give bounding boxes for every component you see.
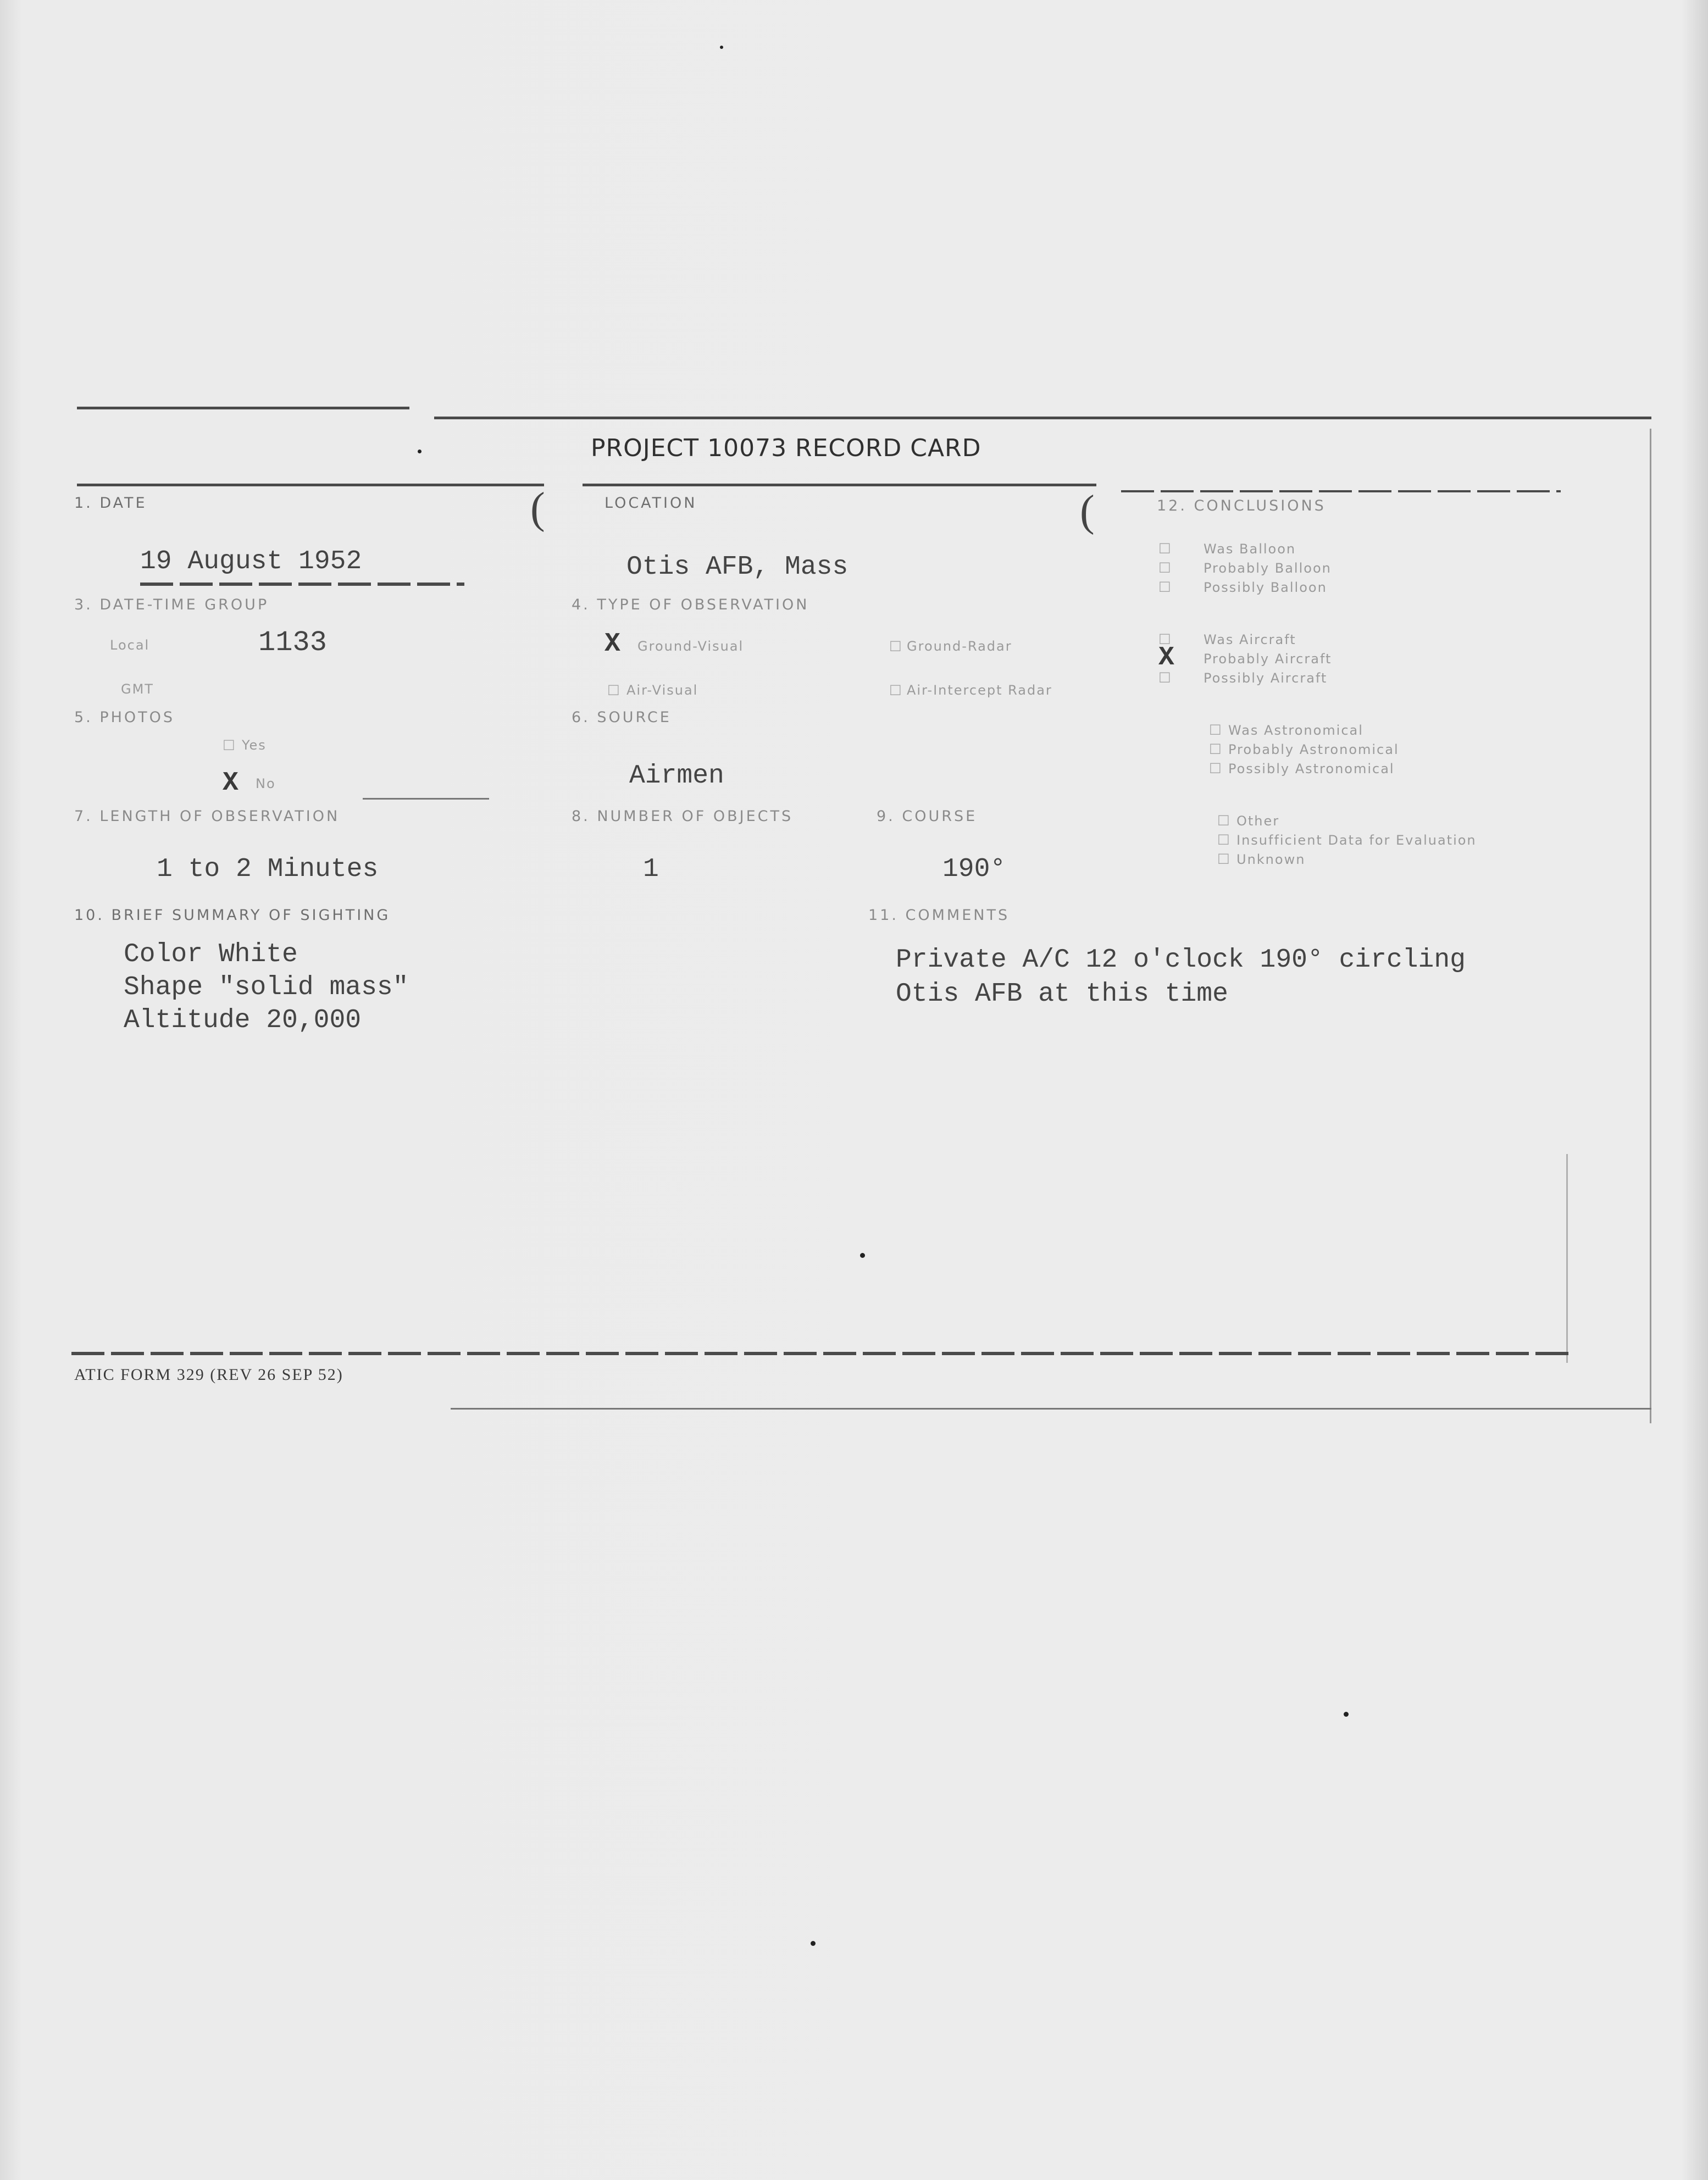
air-intercept-radar-option: Air-Intercept Radar	[907, 683, 1052, 698]
date-time-gmt-label: GMT	[121, 681, 154, 697]
scan-speck	[720, 46, 723, 49]
conclusions-label: 12. CONCLUSIONS	[1157, 497, 1326, 514]
course-value: 190°	[942, 855, 1006, 884]
possibly-astronomical-option: Possibly Astronomical	[1228, 761, 1395, 776]
possibly-aircraft-option: Possibly Aircraft	[1204, 670, 1328, 686]
ground-radar-option: Ground-Radar	[907, 639, 1012, 654]
header-rule-3	[1121, 490, 1561, 492]
number-of-objects-value: 1	[643, 855, 659, 884]
card-title: PROJECT 10073 RECORD CARD	[591, 434, 981, 462]
date-time-group-label: 3. DATE-TIME GROUP	[74, 596, 269, 613]
header-rule-1	[77, 484, 544, 486]
probably-balloon-option: Probably Balloon	[1204, 561, 1332, 576]
number-of-objects-label: 8. NUMBER OF OBJECTS	[572, 808, 794, 825]
scan-speck	[418, 450, 422, 453]
insufficient-data-checkbox: □	[1217, 831, 1230, 846]
was-aircraft-checkbox: □	[1158, 630, 1171, 646]
top-rule	[434, 417, 1651, 419]
length-of-observation-value: 1 to 2 Minutes	[157, 855, 379, 884]
card-right-border	[1650, 429, 1651, 1423]
scan-speck	[1344, 1712, 1349, 1717]
probably-astronomical-option: Probably Astronomical	[1228, 742, 1399, 757]
date-time-local-label: Local	[110, 637, 150, 653]
location-bracket: (	[1080, 487, 1095, 535]
photos-yes-checkbox: □	[223, 736, 235, 752]
photos-no-option: No	[256, 776, 276, 791]
date-time-group-value: 1133	[258, 626, 327, 659]
length-of-observation-label: 7. LENGTH OF OBSERVATION	[74, 808, 340, 825]
possibly-aircraft-checkbox: □	[1158, 669, 1171, 684]
probably-astronomical-checkbox: □	[1209, 740, 1222, 756]
photos-yes-option: Yes	[242, 737, 267, 753]
was-aircraft-option: Was Aircraft	[1204, 632, 1296, 647]
top-rule-left	[77, 407, 409, 409]
other-option: Other	[1236, 813, 1280, 829]
type-of-observation-label: 4. TYPE OF OBSERVATION	[572, 596, 809, 613]
summary-label: 10. BRIEF SUMMARY OF SIGHTING	[74, 907, 391, 924]
header-rule-2	[583, 484, 1096, 486]
air-visual-checkbox: □	[607, 681, 620, 697]
photos-label: 5. PHOTOS	[74, 709, 175, 726]
probably-aircraft-mark: X	[1158, 643, 1174, 673]
probably-balloon-checkbox: □	[1158, 559, 1171, 574]
ground-visual-option: Ground-Visual	[637, 639, 744, 654]
photos-no-mark: X	[223, 768, 239, 798]
insufficient-data-option: Insufficient Data for Evaluation	[1236, 833, 1477, 848]
air-visual-option: Air-Visual	[626, 683, 698, 698]
possibly-balloon-option: Possibly Balloon	[1204, 580, 1327, 595]
was-balloon-option: Was Balloon	[1204, 541, 1296, 557]
form-footer: ATIC FORM 329 (REV 26 SEP 52)	[74, 1366, 343, 1384]
air-intercept-radar-checkbox: □	[889, 681, 902, 697]
location-value: Otis AFB, Mass	[626, 552, 849, 582]
was-balloon-checkbox: □	[1158, 540, 1171, 555]
probably-aircraft-option: Probably Aircraft	[1204, 651, 1332, 667]
ground-visual-mark: X	[605, 629, 620, 659]
other-checkbox: □	[1217, 812, 1230, 827]
bottom-rule-2	[451, 1408, 1651, 1410]
date-value: 19 August 1952	[140, 547, 362, 576]
summary-line-2: Shape "solid mass"	[124, 973, 409, 1002]
source-label: 6. SOURCE	[572, 709, 672, 726]
scan-speck	[811, 1941, 816, 1946]
was-astronomical-checkbox: □	[1209, 721, 1222, 736]
date-label: 1. DATE	[74, 495, 147, 512]
card-right-border-inner	[1566, 1154, 1568, 1363]
ground-radar-checkbox: □	[889, 637, 902, 653]
date-underline	[140, 583, 464, 586]
unknown-checkbox: □	[1217, 850, 1230, 866]
unknown-option: Unknown	[1236, 852, 1306, 867]
comments-label: 11. COMMENTS	[868, 907, 1010, 924]
bottom-rule	[71, 1352, 1574, 1355]
comments-line-1: Private A/C 12 o'clock 190° circling	[896, 945, 1466, 975]
source-value: Airmen	[629, 761, 724, 791]
summary-line-1: Color White	[124, 940, 298, 969]
summary-line-3: Altitude 20,000	[124, 1006, 362, 1035]
possibly-balloon-checkbox: □	[1158, 578, 1171, 593]
was-astronomical-option: Was Astronomical	[1228, 723, 1363, 738]
scan-speck	[860, 1253, 865, 1258]
possibly-astronomical-checkbox: □	[1209, 759, 1222, 775]
location-label: LOCATION	[605, 495, 697, 512]
course-label: 9. COURSE	[877, 808, 978, 825]
comments-line-2: Otis AFB at this time	[896, 979, 1228, 1009]
date-bracket: (	[530, 484, 545, 532]
photos-source-rule	[363, 798, 489, 800]
